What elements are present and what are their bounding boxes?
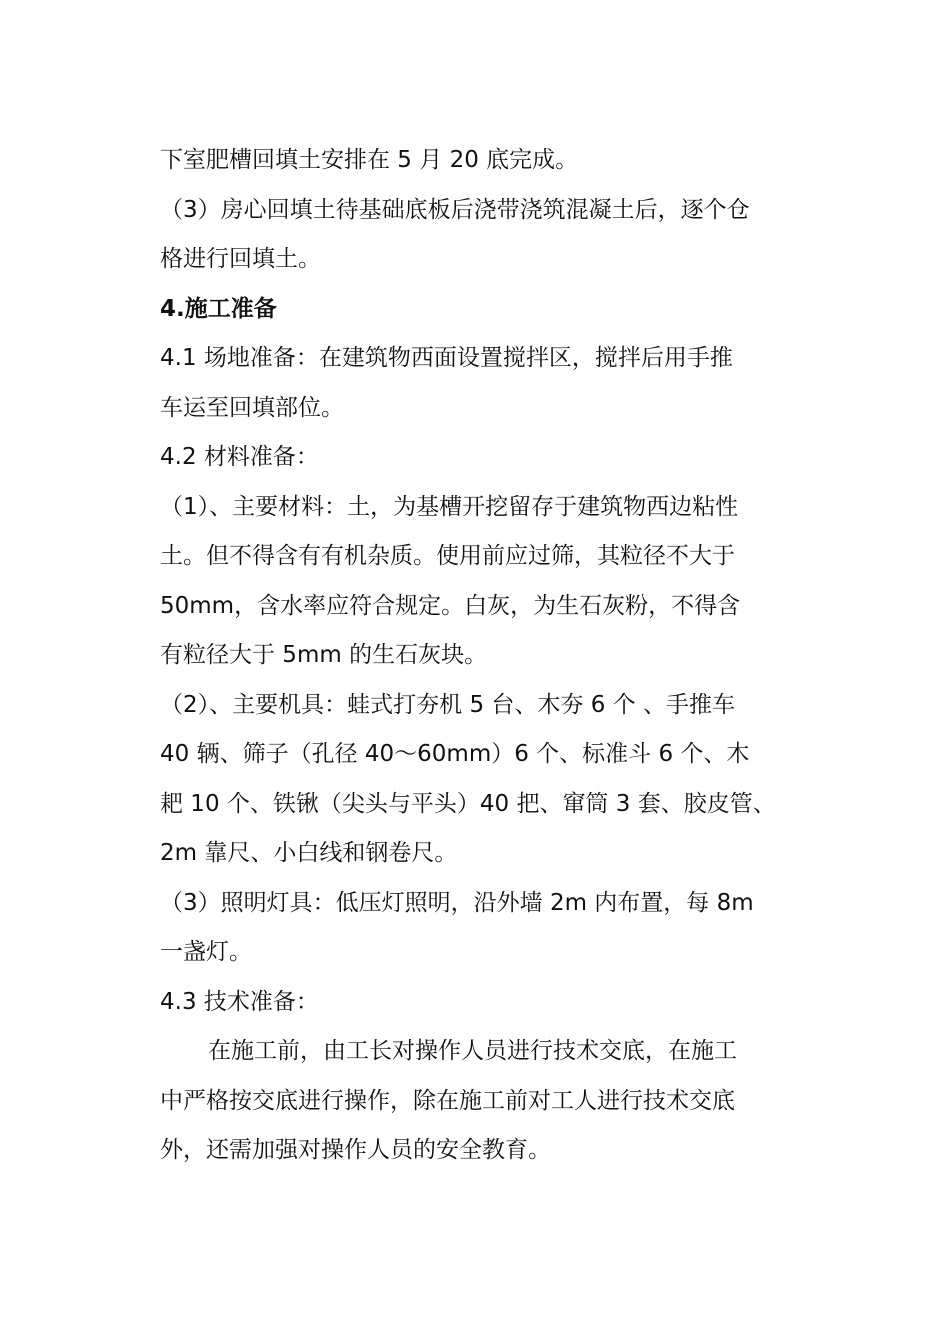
paragraph-line: （3）房心回填土待基础底板后浇带浇筑混凝土后，逐个仓 bbox=[160, 196, 750, 223]
subsection-heading: 4.2 材料准备： bbox=[160, 444, 319, 470]
paragraph-line: 2m 靠尺、小白线和钢卷尺。 bbox=[160, 840, 458, 866]
paragraph-line: 在施工前，由工长对操作人员进行技术交底，在施工 bbox=[208, 1038, 737, 1064]
paragraph-line: 车运至回填部位。 bbox=[160, 394, 344, 421]
paragraph-line: 一盏灯。 bbox=[160, 939, 252, 965]
paragraph-line: 耙 10 个、铁锹（尖头与平头）40 把、窜筒 3 套、胶皮管、 bbox=[160, 790, 776, 817]
paragraph-line: 格进行回填土。 bbox=[160, 246, 321, 272]
paragraph-line: 土。但不得含有有机杂质。使用前应过筛，其粒径不大于 bbox=[160, 543, 735, 569]
paragraph-line: （1）、主要材料：土，为基槽开挖留存于建筑物西边粘性 bbox=[160, 493, 739, 520]
paragraph-line: 40 辆、筛子（孔径 40～60mm）6 个、标准斗 6 个、木 bbox=[160, 741, 750, 767]
subsection-heading: 4.3 技术准备： bbox=[160, 988, 319, 1015]
paragraph-line: 50mm，含水率应符合规定。白灰，为生石灰粉，不得含 bbox=[160, 592, 741, 619]
paragraph-line: 有粒径大于 5mm 的生石灰块。 bbox=[160, 642, 488, 668]
paragraph-line: 外，还需加强对操作人员的安全教育。 bbox=[160, 1137, 551, 1163]
paragraph-line: 中严格按交底进行操作，除在施工前对工人进行技术交底 bbox=[160, 1087, 735, 1114]
paragraph-line: （2）、主要机具：蛙式打夯机 5 台、木夯 6 个 、手推车 bbox=[160, 691, 735, 718]
paragraph-line: （3）照明灯具：低压灯照明，沿外墙 2m 内布置，每 8m bbox=[160, 889, 754, 916]
paragraph-line: 4.1 场地准备：在建筑物西面设置搅拌区，搅拌后用手推 bbox=[160, 345, 733, 371]
section-heading: 4.施工准备 bbox=[160, 295, 277, 322]
paragraph-line: 下室肥槽回填土安排在 5 月 20 底完成。 bbox=[160, 147, 579, 173]
document-body bbox=[160, 136, 850, 1176]
